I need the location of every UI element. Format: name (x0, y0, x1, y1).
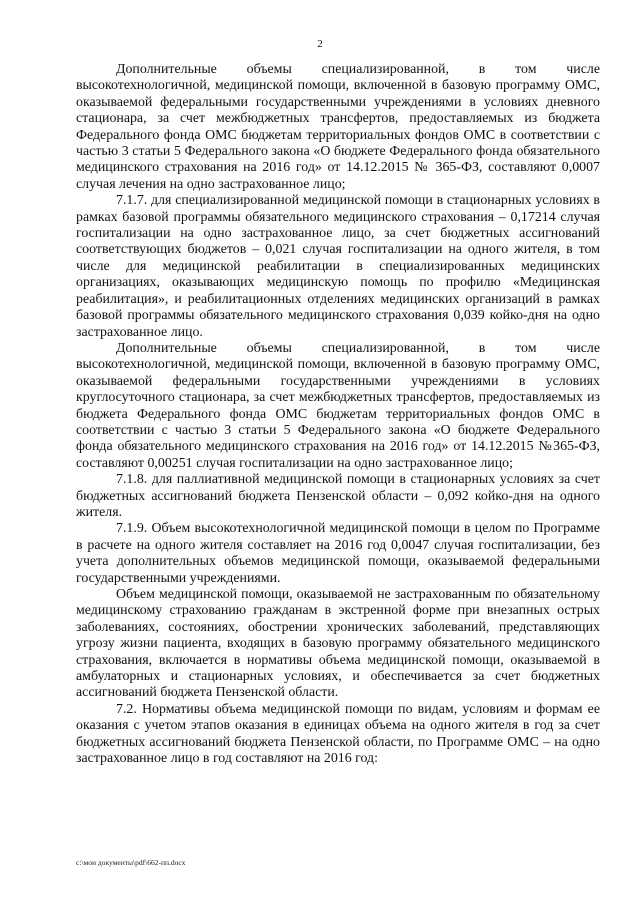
paragraph-7-1-7: 7.1.7. для специализированной медицинской помощи в стационарных условиях в рамках базовой программы обязательного медицинского страхования – 0,17214 случая госпитализации на одно застрахованное лицо, за счет бюджетных ассигнований соответствующих бюджетов – 0,021 случая госпитализации на одного жителя, в том числе для медицинской реабилитации в специализированных медицинских организациях, оказывающих медицинскую помощь по профилю «Медицинская реабилитация», и реабилитационных отделениях медицинских организаций в рамках базовой программы обязательного медицинского страхования 0,039 койко-дня на одно застрахованное лицо. (76, 193, 600, 340)
paragraph-7-2: 7.2. Нормативы объема медицинской помощи по видам, условиям и формам ее оказания с учетом этапов оказания в единицах объема на одного жителя в год за счет бюджетных ассигнований бюджета Пензенской области, по Программе ОМС – на одно застрахованное лицо в год составляют на 2016 год: (76, 701, 600, 767)
paragraph-additional-volumes-day-hospital: Дополнительные объемы специализированной, в том числе высокотехнологичной, медицинской помощи, включенной в базовую программу ОМС, оказываемой федеральными государственными учреждениями в условиях дневного стационара, за счет межбюджетных трансфертов, предоставляемых из бюджета Федерального фонда ОМС бюджетам территориальных фондов ОМС в соответствии с частью 3 статьи 5 Федерального закона «О бюджете Федерального фонда обязательного медицинского страхования на 2016 год» от 14.12.2015 № 365-ФЗ, составляют 0,0007 случая лечения на одно застрахованное лицо; (76, 62, 600, 192)
paragraph-7-1-9: 7.1.9. Объем высокотехнологичной медицинской помощи в целом по Программе в расчете на одного жителя составляет на 2016 год 0,0047 случая госпитализации, без учета дополнительных объемов медицинской помощи, оказываемой федеральными государственными учреждениями. (76, 521, 600, 586)
paragraph-7-1-8: 7.1.8. для паллиативной медицинской помощи в стационарных условиях за счет бюджетных ассигнований бюджета Пензенской области – 0,092 койко-дня на одного жителя. (76, 472, 600, 520)
footer-file-path: c:\мои документы\pdf\662-пп.docx (76, 858, 186, 867)
paragraph-emergency-uninsured: Объем медицинской помощи, оказываемой не застрахованным по обязательному медицинскому страхованию гражданам в экстренной форме при внезапных острых заболеваниях, состояниях, обострении хронических заболеваний, представляющих угрозу жизни пациента, входящих в базовую программу обязательного медицинского страхования, включается в нормативы объема медицинской помощи, оказываемой в амбулаторных и стационарных условиях, и обеспечивается за счет бюджетных ассигнований бюджета Пензенской области. (76, 587, 600, 701)
paragraph-additional-volumes-inpatient: Дополнительные объемы специализированной, в том числе высокотехнологичной, медицинской помощи, включенной в базовую программу ОМС, оказываемой федеральными государственными учреждениями в условиях круглосуточного стационара, за счет межбюджетных трансфертов, предоставляемых из бюджета Федерального фонда ОМС бюджетам территориальных фондов ОМС в соответствии с частью 3 статьи 5 Федерального закона «О бюджете Федерального фонда обязательного медицинского страхования на 2016 год» от 14.12.2015 №365-ФЗ, составляют 0,00251 случая госпитализации на одно застрахованное лицо; (76, 340, 600, 471)
document-body (76, 62, 600, 767)
page-number: 2 (317, 38, 323, 50)
